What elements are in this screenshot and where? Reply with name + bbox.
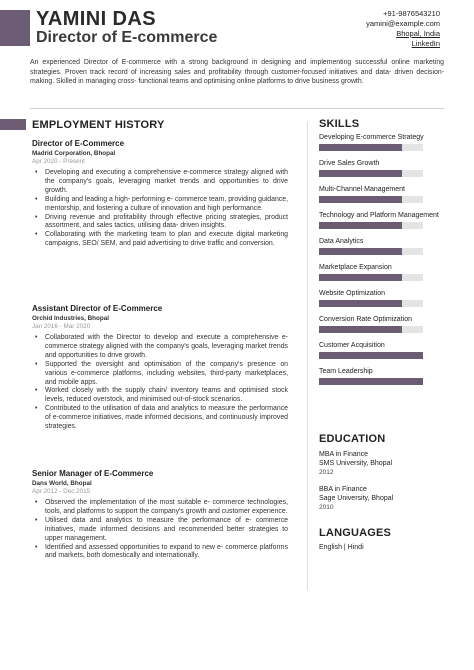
skill-level-bar <box>319 378 423 385</box>
education-year: 2012 <box>319 469 334 476</box>
languages-list: English | Hindi <box>319 544 364 551</box>
skill-level-bar <box>319 248 402 255</box>
job-bullets <box>32 334 288 432</box>
contact-location: Bhopal, India <box>396 29 440 38</box>
skill-name: Website Optimization <box>319 290 386 297</box>
skill-item <box>319 341 449 359</box>
header-accent-bar <box>0 10 30 46</box>
skill-track <box>319 352 423 359</box>
skill-name: Team Leadership <box>319 368 373 375</box>
skill-item <box>319 367 449 385</box>
skill-track <box>319 222 423 229</box>
education-year: 2010 <box>319 504 334 511</box>
contact-block <box>366 9 440 49</box>
job-entry <box>32 469 288 561</box>
job-bullet: • Worked closely with the supply chain/ inventory teams and optimised stock levels, reduced overstock, and minimised out-of-stock scenarios. <box>32 387 288 405</box>
job-bullet: • Supported the oversight and optimisation of the company's presence on various e-commerce platforms, including websites, third-party marketplaces, and mobile apps. <box>32 361 288 388</box>
skill-track <box>319 144 423 151</box>
job-company: Dans World, Bhopal <box>32 480 92 487</box>
skill-item <box>319 211 449 229</box>
job-company: Orchid Industries, Bhopal <box>32 315 109 322</box>
skill-name: Data Analytics <box>319 238 364 245</box>
education-degree: MBA in Finance <box>319 451 369 458</box>
candidate-name: YAMINI DAS <box>36 8 156 30</box>
skill-item <box>319 185 449 203</box>
education-item <box>319 450 449 477</box>
job-dates: Apr 2012 - Dec 2015 <box>32 488 91 495</box>
skills-list <box>319 133 449 393</box>
education-school: SMS University, Bhopal <box>319 460 393 467</box>
skill-name: Drive Sales Growth <box>319 160 380 167</box>
employment-heading: EMPLOYMENT HISTORY <box>32 119 165 131</box>
job-bullet: • Utilised data and analytics to measure the performance of e- commerce initiatives, made informed decisions and recommended better strategies to upper management. <box>32 517 288 544</box>
skill-level-bar <box>319 222 402 229</box>
contact-linkedin-link[interactable]: LinkedIn <box>411 39 440 48</box>
education-heading: EDUCATION <box>319 433 386 445</box>
summary-divider <box>30 108 444 109</box>
education-school: Sage University, Bhopal <box>319 495 394 502</box>
skill-level-bar <box>319 144 402 151</box>
skills-heading: SKILLS <box>319 118 360 130</box>
job-bullet: • Developing and executing a comprehensive e-commerce strategy aligned with the company's goals, leveraging market trends and opportunities to drive growth. <box>32 169 288 196</box>
job-entry <box>32 139 288 249</box>
skill-track <box>319 300 423 307</box>
skill-item <box>319 263 449 281</box>
job-entry <box>32 304 288 432</box>
skill-track <box>319 378 423 385</box>
skill-level-bar <box>319 300 402 307</box>
skill-item <box>319 237 449 255</box>
skill-name: Marketplace Expansion <box>319 264 392 271</box>
job-bullet: • Contributed to the utilisation of data and analytics to measure the performance of e-commerce initiatives, made informed decisions, and continuously improved strategies. <box>32 405 288 432</box>
skill-item <box>319 315 449 333</box>
job-bullet: • Collaborating with the marketing team to plan and execute digital marketing campaigns, SEO/ SEM, and paid advertising to drive traffic and conversion. <box>32 231 288 249</box>
profile-summary: An experienced Director of E-commerce with a strong background in designing and implementing successful online marketing strategies. Proven track record of increasing sales and profitability through customer-focused initiatives and data- driven decision- making. Skilled in managing cross- functional teams and optimising online platforms to drive business growth. <box>30 59 444 86</box>
column-divider <box>307 122 308 590</box>
job-title: Senior Manager of E-Commerce <box>32 469 154 478</box>
job-company: Madrid Corporation, Bhopal <box>32 150 116 157</box>
skill-track <box>319 170 423 177</box>
skill-level-bar <box>319 170 402 177</box>
skill-track <box>319 196 423 203</box>
skill-track <box>319 248 423 255</box>
education-item <box>319 485 449 512</box>
skill-name: Developing E-commerce Strategy <box>319 134 424 141</box>
contact-email: yamini@example.com <box>366 19 440 28</box>
job-bullet: • Driving revenue and profitability through effective pricing strategies, product assortment, and sales tactics, utilising data- driven insights. <box>32 214 288 232</box>
job-bullets <box>32 499 288 561</box>
job-dates: Jan 2016 - Mar 2020 <box>32 323 91 330</box>
skill-level-bar <box>319 196 402 203</box>
job-bullets <box>32 169 288 249</box>
skill-name: Customer Acquisition <box>319 342 385 349</box>
job-title: Assistant Director of E-Commerce <box>32 304 163 313</box>
candidate-title: Director of E-commerce <box>36 29 218 46</box>
skill-item <box>319 133 449 151</box>
skill-name: Conversion Rate Optimization <box>319 316 412 323</box>
skill-level-bar <box>319 274 402 281</box>
skill-level-bar <box>319 352 423 359</box>
employment-accent-bar <box>0 119 26 130</box>
job-bullet: • Building and leading a high- performing e- commerce team, providing guidance, mentorship, and fostering a culture of innovation and high performance. <box>32 196 288 214</box>
job-bullet: • Collaborated with the Director to develop and execute a comprehensive e-commerce strategy aligned with the company's goals, leveraging market trends and opportunities to drive growth. <box>32 334 288 361</box>
skill-item <box>319 289 449 307</box>
job-bullet: • Observed the implementation of the most suitable e- commerce technologies, tools, and platforms to support the company's growth and customer experience. <box>32 499 288 517</box>
job-title: Director of E-Commerce <box>32 139 125 148</box>
skill-name: Multi-Channel Management <box>319 186 405 193</box>
skill-level-bar <box>319 326 402 333</box>
skill-track <box>319 274 423 281</box>
skill-track <box>319 326 423 333</box>
job-dates: Apr 2020 - Present <box>32 158 85 165</box>
skill-name: Technology and Platform Management <box>319 212 439 219</box>
education-degree: BBA in Finance <box>319 486 367 493</box>
job-bullet: • Identified and assessed opportunities to expand to new e- commerce platforms and markets, both domestically and internationally. <box>32 544 288 562</box>
skill-item <box>319 159 449 177</box>
languages-heading: LANGUAGES <box>319 527 392 539</box>
contact-phone: +91-9876543210 <box>383 9 440 18</box>
